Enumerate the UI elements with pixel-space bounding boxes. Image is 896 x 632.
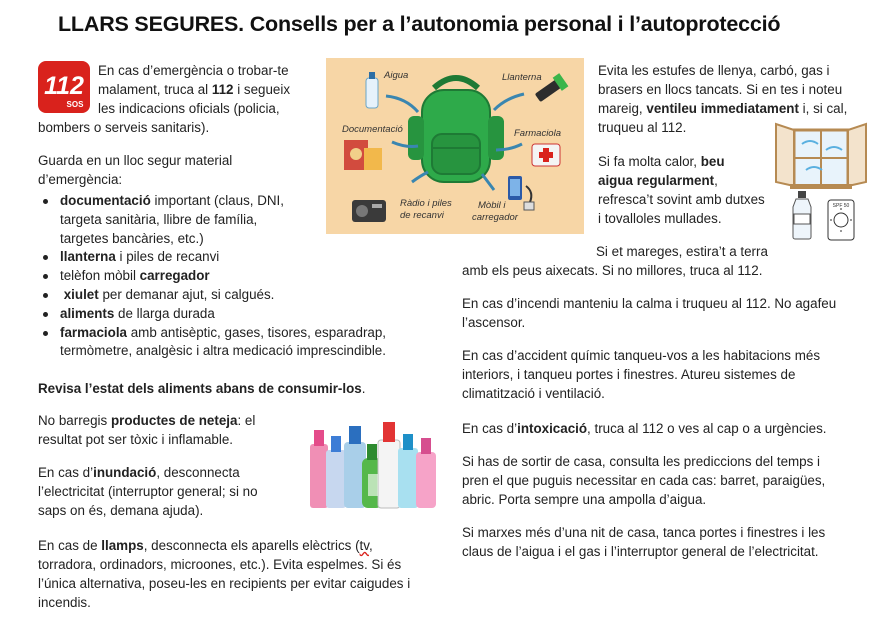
- bag-label-first-aid: Farmaciola: [514, 128, 561, 139]
- kit-item-documents: documentació important (claus, DNI, targeta sanitària, llibre de família, targetes bancàries, etc.): [38, 192, 458, 248]
- lightning-line-4: incendis.: [38, 595, 91, 610]
- dizzy-line-2: amb els peus aixecats. Si no millores, truca al 112.: [462, 263, 763, 278]
- kit-item-whistle: xiulet per demanar ajut, si calgués.: [38, 286, 458, 305]
- stoves-line-1: Evita les estufes de llenya, carbó, gas i: [598, 63, 830, 78]
- chemical-line-1: En cas d’accident químic tanqueu-vos a les habitacions més: [462, 348, 821, 363]
- emergency-line-2: malament, truca al 112 i segueix: [98, 82, 291, 97]
- food-check: Revisa l’estat dels aliments abans de consumir-los.: [38, 381, 366, 396]
- heat-line-3: refresca’t sovint amb dutxes: [598, 192, 765, 207]
- lightning-line-3: l’única alternativa, poseu-les en recipients per evitar caigudes i: [38, 576, 411, 591]
- page-title: LLARS SEGURES. Consells per a l’autonomia personal i l’autoprotecció: [58, 12, 781, 36]
- flood-line-1: En cas d’inundació, desconnecta: [38, 465, 240, 480]
- leaving-line-2: claus de l’aigua i el gas i l’interruptor general de l’electricitat.: [462, 544, 819, 559]
- kit-item-food: aliments de llarga durada: [38, 305, 458, 324]
- weather-line-3: abric. Porta sempre una ampolla d’aigua.: [462, 492, 707, 507]
- chemical-line-3: climatització i ventilació.: [462, 386, 605, 401]
- fire-line-2: l’ascensor.: [462, 315, 526, 330]
- heat-line-4: i tovalloles mullades.: [598, 211, 722, 226]
- bag-label-documents: Documentació: [342, 124, 403, 135]
- leaving-line-1: Si marxes més d’una nit de casa, tanca portes i finestres i les: [462, 525, 826, 540]
- bag-label-phone-1: Mòbil i: [478, 200, 506, 211]
- kit-item-charger: telèfon mòbil carregador: [38, 267, 458, 286]
- flood-line-2: l’electricitat (interruptor general; si no: [38, 484, 258, 499]
- emergency-line-4: bombers o serveis sanitaris).: [38, 120, 210, 135]
- flood-line-3: saps on és, demana ajuda).: [38, 503, 204, 518]
- weather-line-1: Si has de sortir de casa, consulta les prediccions del temps i: [462, 454, 821, 469]
- water-bottle-icon: [788, 190, 816, 240]
- emergency-112-logo: [37, 60, 91, 114]
- emergency-line-3: les indicacions oficials (policia,: [98, 101, 280, 116]
- cleaning-line-2: resultat pot ser tòxic i inflamable.: [38, 432, 233, 447]
- cleaning-line-1: No barregis productes de neteja: el: [38, 413, 256, 428]
- emergency-line-1: En cas d’emergència o trobar-te: [98, 63, 289, 78]
- heat-line-1: Si fa molta calor, beu: [598, 154, 725, 169]
- lightning-line-2: torradora, ordinadors, microones, etc.). Evita espelmes. Si és: [38, 557, 402, 572]
- bag-label-radio-1: Ràdio i piles: [400, 198, 452, 209]
- stoves-line-2: brasers en llocs tancats. Si en tes i noteu: [598, 82, 843, 97]
- fire-line-1: En cas d’incendi manteniu la calma i truqueu al 112. No agafeu: [462, 296, 837, 311]
- stoves-line-4: truqueu al 112.: [598, 120, 687, 135]
- cleaning-products-image: [302, 414, 442, 512]
- sunscreen-icon: [822, 196, 860, 242]
- dizzy-line-1: Si et mareges, estira’t a terra: [596, 244, 768, 259]
- logo-number: 112: [44, 72, 84, 100]
- bag-label-flashlight: Llanterna: [502, 72, 542, 83]
- sunscreen-label: SPF 50: [832, 203, 850, 209]
- lightning-line-1: En cas de llamps, desconnecta els aparells elèctrics (tv,: [38, 538, 373, 553]
- weather-line-2: pren el que puguis necessitar en cada cas: barret, paraigües,: [462, 473, 826, 488]
- emergency-backpack-illustration: [326, 58, 584, 234]
- kit-item-first-aid: farmaciola amb antisèptic, gases, tisores, esparadrap, termòmetre, analgèsic i altra medicació imprescindible.: [38, 324, 458, 362]
- poison-line-1: En cas d’intoxicació, truca al 112 o ves al cap o a urgències.: [462, 421, 827, 436]
- heat-line-2: aigua regularment,: [598, 173, 718, 188]
- kit-intro-1: Guarda en un lloc segur material: [38, 153, 233, 168]
- bag-label-radio-2: de recanvi: [400, 210, 444, 221]
- open-window-icon: [772, 120, 870, 192]
- kit-item-flashlight: llanterna i piles de recanvi: [38, 248, 458, 267]
- stoves-line-3: mareig, ventileu immediatament i, si cal,: [598, 101, 848, 116]
- bag-label-water: Aigua: [384, 70, 409, 81]
- bag-label-phone-2: carregador: [472, 212, 518, 223]
- logo-subtext: SOS: [66, 100, 84, 109]
- kit-intro-2: d’emergència:: [38, 172, 123, 187]
- chemical-line-2: interiors, i tanqueu portes i finestres. Atureu sistemes de: [462, 367, 796, 382]
